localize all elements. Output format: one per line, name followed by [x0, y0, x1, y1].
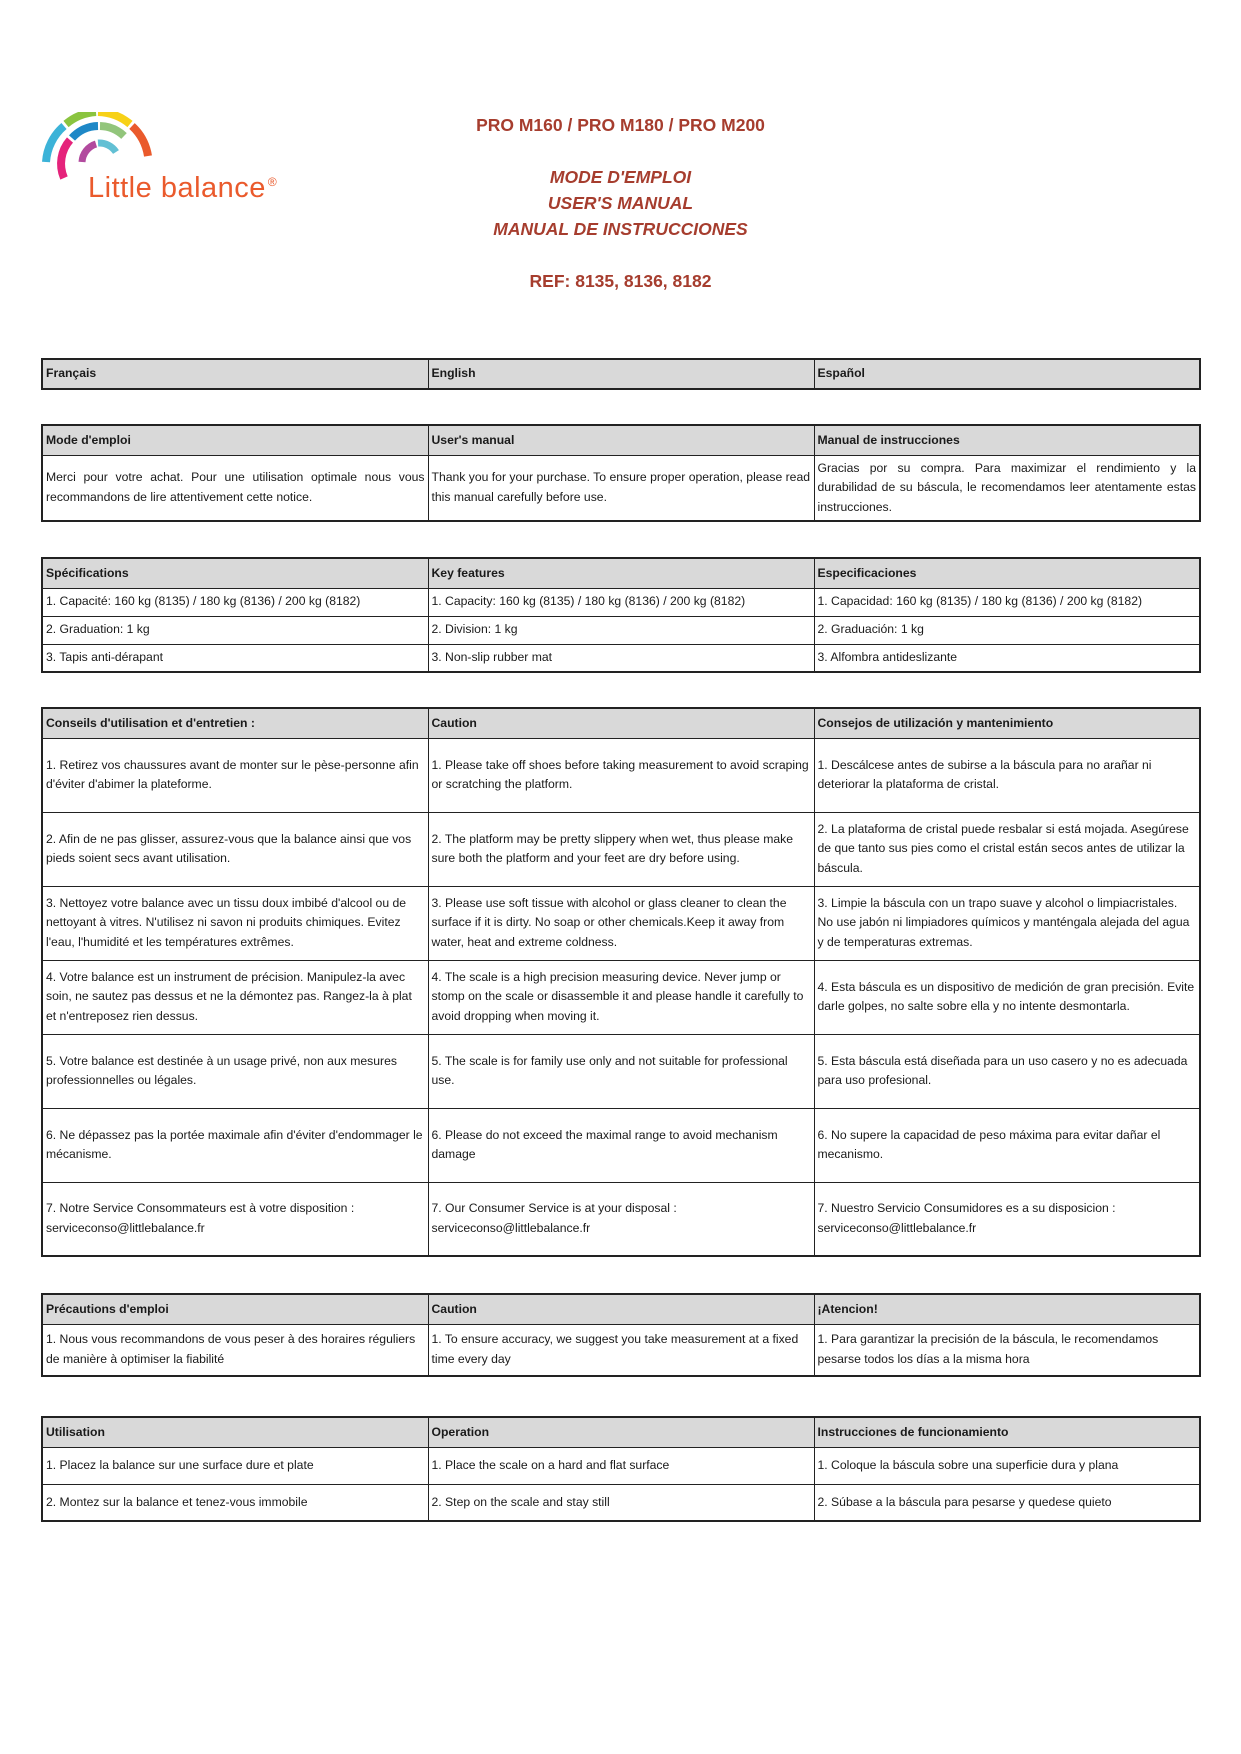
- table-row: [42, 812, 1200, 886]
- table-header-row: [42, 1417, 1200, 1447]
- table-row: [42, 1182, 1200, 1256]
- header-cell: Précautions d'emploi: [42, 1294, 428, 1324]
- table-cell: 1. Descálcese antes de subirse a la báscula para no arañar ni deteriorar la plataforma de cristal.: [814, 738, 1200, 812]
- title-es: MANUAL DE INSTRUCCIONES: [493, 219, 748, 239]
- operation-table: [41, 1416, 1201, 1522]
- table-row: [42, 644, 1200, 672]
- table-cell: 3. Please use soft tissue with alcohol or glass cleaner to clean the surface if it is dirty. No soap or other chemicals.Keep it away from water, heat and extreme coldness.: [428, 886, 814, 960]
- header-cell: ¡Atencion!: [814, 1294, 1200, 1324]
- language-fr: Français: [42, 359, 428, 389]
- table-cell: 3. Limpie la báscula con un trapo suave y alcohol o limpiacristales. No use jabón ni limpiadores químicos y manténgala alejada del agua y de temperaturas extremas.: [814, 886, 1200, 960]
- table-cell: 5. Esta báscula está diseñada para un uso casero y no es adecuada para uso profesional.: [814, 1034, 1200, 1108]
- arc-inner-purple: [82, 144, 96, 162]
- table-row: [42, 359, 1200, 389]
- header-cell: Instrucciones de funcionamiento: [814, 1417, 1200, 1447]
- languages-table: [41, 358, 1201, 390]
- table-cell: 2. Súbase a la báscula para pesarse y quedese quieto: [814, 1484, 1200, 1521]
- table-cell: 1. Nous vous recommandons de vous peser à des horaires réguliers de manière à optimiser la fiabilité: [42, 1324, 428, 1376]
- table-row: [42, 1108, 1200, 1182]
- table-cell: 1. Coloque la báscula sobre una superficie dura y plana: [814, 1447, 1200, 1484]
- precautions-table: [41, 1293, 1201, 1377]
- header-cell: User's manual: [428, 425, 814, 455]
- table-cell: 7. Notre Service Consommateurs est à votre disposition : serviceconso@littlebalance.fr: [42, 1182, 428, 1256]
- table-cell: 3. Non-slip rubber mat: [428, 644, 814, 672]
- table-cell: 2. The platform may be pretty slippery when wet, thus please make sure both the platform and your feet are dry before using.: [428, 812, 814, 886]
- table-row: [42, 588, 1200, 616]
- models-title: PRO M160 / PRO M180 / PRO M200: [476, 115, 765, 135]
- table-cell: 2. Afin de ne pas glisser, assurez-vous que la balance ainsi que vos pieds soient secs avant utilisation.: [42, 812, 428, 886]
- header-cell: Conseils d'utilisation et d'entretien :: [42, 708, 428, 738]
- table-cell: 5. The scale is for family use only and not suitable for professional use.: [428, 1034, 814, 1108]
- language-es: Español: [814, 359, 1200, 389]
- table-cell: 2. Division: 1 kg: [428, 616, 814, 644]
- table-row: [42, 616, 1200, 644]
- manual-table: [41, 424, 1201, 522]
- header-cell: Operation: [428, 1417, 814, 1447]
- table-cell: Thank you for your purchase. To ensure proper operation, please read this manual carefully before use.: [428, 455, 814, 521]
- header-cell: Manual de instrucciones: [814, 425, 1200, 455]
- title-fr: MODE D'EMPLOI: [549, 167, 692, 187]
- table-header-row: [42, 558, 1200, 588]
- header-cell: Spécifications: [42, 558, 428, 588]
- table-cell: 2. La plataforma de cristal puede resbalar si está mojada. Asegúrese de que tanto sus pies como el cristal están secos antes de utilizar la báscula.: [814, 812, 1200, 886]
- table-cell: 1. Retirez vos chaussures avant de monter sur le pèse-personne afin d'éviter d'abimer la plateforme.: [42, 738, 428, 812]
- table-header-row: [42, 425, 1200, 455]
- table-cell: 3. Tapis anti-dérapant: [42, 644, 428, 672]
- table-cell: 6. Please do not exceed the maximal range to avoid mechanism damage: [428, 1108, 814, 1182]
- table-row: [42, 1034, 1200, 1108]
- table-header-row: [42, 1294, 1200, 1324]
- table-cell: 3. Nettoyez votre balance avec un tissu doux imbibé d'alcool ou de nettoyant à vitres. N'utilisez ni savon ni produits chimiques. Evitez l'eau, l'humidité et les températures extrêmes.: [42, 886, 428, 960]
- table-row: [42, 455, 1200, 521]
- header-cell: Caution: [428, 1294, 814, 1324]
- table-row: [42, 1484, 1200, 1521]
- table-cell: 5. Votre balance est destinée à un usage privé, non aux mesures professionnelles ou légales.: [42, 1034, 428, 1108]
- table-cell: Merci pour votre achat. Pour une utilisation optimale nous vous recommandons de lire attentivement cette notice.: [42, 455, 428, 521]
- reference-numbers: REF: 8135, 8136, 8182: [529, 271, 712, 291]
- table-cell: 1. Capacity: 160 kg (8135) / 180 kg (8136) / 200 kg (8182): [428, 588, 814, 616]
- header-cell: Mode d'emploi: [42, 425, 428, 455]
- header-cell: Consejos de utilización y mantenimiento: [814, 708, 1200, 738]
- table-cell: 1. Placez la balance sur une surface dure et plate: [42, 1447, 428, 1484]
- table-header-row: [42, 708, 1200, 738]
- title-en: USER'S MANUAL: [547, 193, 694, 213]
- table-cell: 1. Please take off shoes before taking measurement to avoid scraping or scratching the platform.: [428, 738, 814, 812]
- usage-advice-table: [41, 707, 1201, 1257]
- table-cell: 4. Votre balance est un instrument de précision. Manipulez-la avec soin, ne sautez pas dessus et ne la démontez pas. Rangez-la à plat et n'entreposez rien dessus.: [42, 960, 428, 1034]
- header-cell: Caution: [428, 708, 814, 738]
- table-cell: 2. Graduación: 1 kg: [814, 616, 1200, 644]
- table-cell: 1. Para garantizar la precisión de la báscula, le recomendamos pesarse todos los días a la misma hora: [814, 1324, 1200, 1376]
- header-cell: Especificaciones: [814, 558, 1200, 588]
- header-cell: Utilisation: [42, 1417, 428, 1447]
- table-row: [42, 886, 1200, 960]
- table-cell: 7. Nuestro Servicio Consumidores es a su disposicion : serviceconso@littlebalance.fr: [814, 1182, 1200, 1256]
- table-cell: 7. Our Consumer Service is at your disposal : serviceconso@littlebalance.fr: [428, 1182, 814, 1256]
- table-cell: 4. The scale is a high precision measuring device. Never jump or stomp on the scale or disassemble it and please handle it carefully to avoid dropping when moving it.: [428, 960, 814, 1034]
- table-row: [42, 960, 1200, 1034]
- specifications-table: [41, 557, 1201, 673]
- arc-inner-cyan: [98, 143, 116, 152]
- table-cell: 4. Esta báscula es un dispositivo de medición de gran precisión. Evite darle golpes, no salte sobre ella y no intente desmontarla.: [814, 960, 1200, 1034]
- table-row: [42, 738, 1200, 812]
- table-row: [42, 1447, 1200, 1484]
- header-cell: Key features: [428, 558, 814, 588]
- table-cell: 2. Montez sur la balance et tenez-vous immobile: [42, 1484, 428, 1521]
- table-cell: 1. Capacité: 160 kg (8135) / 180 kg (8136) / 200 kg (8182): [42, 588, 428, 616]
- table-cell: 6. No supere la capacidad de peso máxima para evitar dañar el mecanismo.: [814, 1108, 1200, 1182]
- table-cell: Gracias por su compra. Para maximizar el rendimiento y la durabilidad de su báscula, le recomendamos leer atentamente estas instrucciones.: [814, 455, 1200, 521]
- table-row: [42, 1324, 1200, 1376]
- table-cell: 1. Capacidad: 160 kg (8135) / 180 kg (8136) / 200 kg (8182): [814, 588, 1200, 616]
- brand-name: Little balance ®: [88, 172, 278, 204]
- language-en: English: [428, 359, 814, 389]
- table-cell: 1. Place the scale on a hard and flat surface: [428, 1447, 814, 1484]
- table-cell: 2. Graduation: 1 kg: [42, 616, 428, 644]
- table-cell: 6. Ne dépassez pas la portée maximale afin d'éviter d'endommager le mécanisme.: [42, 1108, 428, 1182]
- table-cell: 2. Step on the scale and stay still: [428, 1484, 814, 1521]
- table-cell: 3. Alfombra antideslizante: [814, 644, 1200, 672]
- table-cell: 1. To ensure accuracy, we suggest you take measurement at a fixed time every day: [428, 1324, 814, 1376]
